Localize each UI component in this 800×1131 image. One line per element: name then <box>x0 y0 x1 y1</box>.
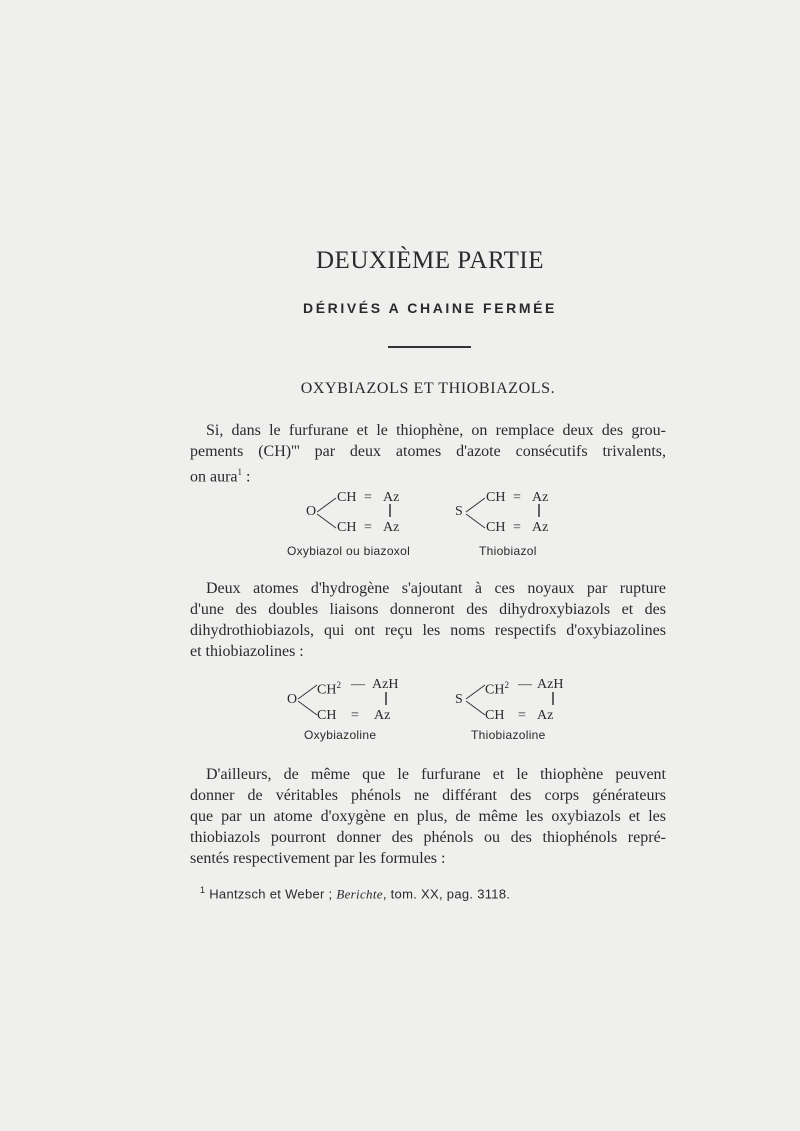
formula-top-group: CH <box>337 490 357 505</box>
formula-bottom-end: Az <box>537 708 554 723</box>
footnote-mark: 1 <box>200 885 206 895</box>
paragraph-2-line-2: d'une des doubles liaisons donneront des dihydroxybiazols et des <box>190 601 666 618</box>
formula-top-subscript: 2 <box>336 680 341 690</box>
formula-top-group-text: CH <box>317 682 337 698</box>
footnote-reference-detail: , tom. XX, pag. 3118. <box>382 886 511 902</box>
formula-atom: S <box>455 504 463 519</box>
paragraph-1-line-3-trail: : <box>242 468 251 486</box>
footnote-journal: Berichte <box>336 886 383 902</box>
formula-top-group-text: CH <box>485 682 505 698</box>
footnote-authors: Hantzsch et Weber ; <box>205 886 337 902</box>
part-title: DEUXIÈME PARTIE <box>316 247 544 274</box>
paragraph-2 <box>190 578 666 662</box>
formula-bottom-end: Az <box>532 520 549 535</box>
formula-bottom-bond: = <box>364 520 372 535</box>
subtitle: DÉRIVÉS A CHAINE FERMÉE <box>302 300 557 316</box>
title-rule <box>388 346 471 348</box>
formula-bottom-group: CH <box>486 520 506 535</box>
paragraph-1-line-1: Si, dans le furfurane et le thiophène, on remplace deux des grou- <box>206 422 666 439</box>
formula-atom: O <box>306 504 317 519</box>
formula-oxybiazoline <box>287 677 417 727</box>
footnote <box>200 885 510 902</box>
paragraph-3-line-2: donner de véritables phénols ne différant des corps générateurs <box>190 787 666 804</box>
paragraph-3-line-5: sentés respectivement par les formules : <box>190 850 446 867</box>
formula-atom: S <box>455 692 463 707</box>
formula-top-group <box>317 677 341 699</box>
formula-bottom-bond: = <box>518 708 526 723</box>
formula-bottom-end: Az <box>383 520 400 535</box>
paragraph-1 <box>190 420 666 487</box>
footnote-reference: 1 <box>237 467 243 477</box>
paragraph-3-line-1: D'ailleurs, de même que le furfurane et le thiophène peuvent <box>206 766 666 783</box>
formula-top-bond: — <box>518 677 532 692</box>
paragraph-2-line-3: dihydrothiobiazols, qui ont reçu les noms respectifs d'oxybiazolines <box>190 622 666 639</box>
formula-top-end: AzH <box>537 677 564 692</box>
formula-bottom-group: CH <box>337 520 357 535</box>
formula-thiobiazoline <box>455 677 585 727</box>
formula-caption-oxybiazol: Oxybiazol ou biazoxol <box>287 544 411 558</box>
formula-top-bond: — <box>351 677 365 692</box>
paragraph-3 <box>190 764 666 869</box>
formula-bottom-group: CH <box>317 708 337 723</box>
formula-top-group <box>485 677 509 699</box>
formula-atom: O <box>287 692 298 707</box>
formula-top-end: Az <box>532 490 549 505</box>
formula-top-group: CH <box>486 490 506 505</box>
paragraph-2-line-4: et thiobiazolines : <box>190 643 304 660</box>
formula-thiobiazol <box>455 490 575 540</box>
formula-top-subscript: 2 <box>504 680 509 690</box>
formula-top-end: AzH <box>372 677 399 692</box>
formula-bottom-end: Az <box>374 708 391 723</box>
formula-oxybiazol <box>306 490 426 540</box>
paragraph-2-line-1: Deux atomes d'hydrogène s'ajoutant à ces noyaux par rupture <box>206 580 666 597</box>
section-title: OXYBIAZOLS ET THIOBIAZOLS. <box>300 380 556 397</box>
paragraph-1-line-2: pements (CH)''' par deux atomes d'azote consécutifs trivalents, <box>190 443 666 460</box>
paragraph-3-line-4: thiobiazols pourront donner des phénols ou des thiophénols repré- <box>190 829 666 846</box>
formula-bottom-bond: = <box>513 520 521 535</box>
paragraph-1-line-3-text: on aura <box>190 468 238 486</box>
formula-caption-thiobiazol: Thiobiazol <box>479 544 537 558</box>
paragraph-1-line-3 <box>190 462 666 487</box>
formula-bottom-group: CH <box>485 708 505 723</box>
formula-top-end: Az <box>383 490 400 505</box>
formula-bottom-bond: = <box>351 708 359 723</box>
paragraph-3-line-3: que par un atome d'oxygène en plus, de même les oxybiazols et les <box>190 808 666 825</box>
formula-caption-thiobiazoline: Thiobiazoline <box>471 728 546 742</box>
formula-top-bond: = <box>513 490 521 505</box>
formula-top-bond: = <box>364 490 372 505</box>
formula-caption-oxybiazoline: Oxybiazoline <box>304 728 377 742</box>
